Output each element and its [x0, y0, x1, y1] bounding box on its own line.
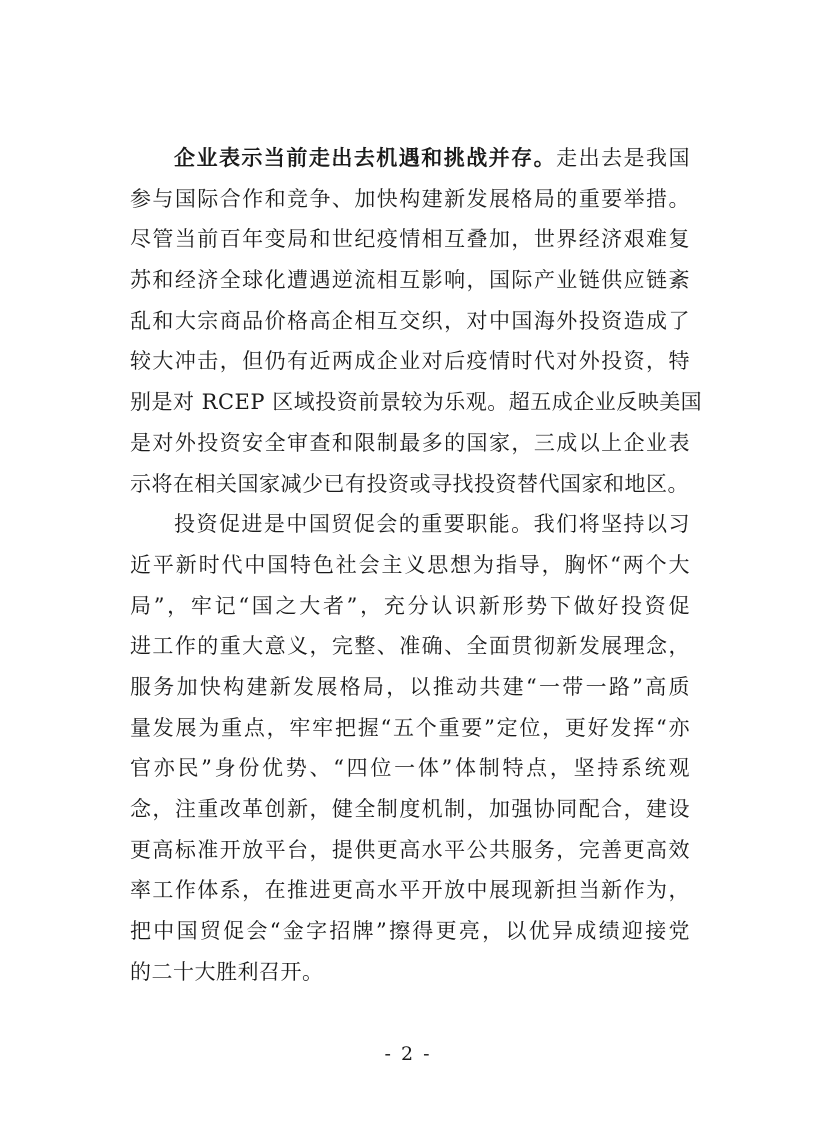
- paragraph-1-line-4: 苏和经济全球化遭遇逆流相互影响，国际产业链供应链紊: [130, 268, 690, 293]
- paragraph-1-heading: 企业表示当前走出去机遇和挑战并存。: [174, 146, 557, 170]
- paragraph-2-line-5: 服务加快构建新发展格局，以推动共建“一带一路”高质: [130, 674, 690, 699]
- paragraph-2-line-1: 投资促进是中国贸促会的重要职能。我们将坚持以习: [174, 512, 690, 537]
- paragraph-1-line-3: 尽管当前百年变局和世纪疫情相互叠加，世界经济艰难复: [130, 227, 690, 252]
- paragraph-1-line-8: 是对外投资安全审查和限制最多的国家，三成以上企业表: [130, 430, 690, 455]
- paragraph-2-line-12: 的二十大胜利召开。: [130, 959, 324, 984]
- paragraph-1-line-7: 别是对 RCEP 区域投资前景较为乐观。超五成企业反映美国: [130, 390, 703, 415]
- paragraph-2-line-2: 近平新时代中国特色社会主义思想为指导，胸怀“两个大: [130, 552, 690, 577]
- paragraph-1-text: 走出去是我国: [556, 146, 691, 170]
- paragraph-1-line-5: 乱和大宗商品价格高企相互交织，对中国海外投资造成了: [130, 308, 690, 333]
- paragraph-2-line-6: 量发展为重点，牢牢把握“五个重要”定位，更好发挥“亦: [130, 715, 690, 740]
- paragraph-2-line-9: 更高标准开放平台，提供更高水平公共服务，完善更高效: [130, 837, 690, 862]
- paragraph-2-line-10: 率工作体系，在推进更高水平开放中展现新担当新作为，: [130, 878, 690, 903]
- paragraph-1-line-6: 较大冲击，但仍有近两成企业对后疫情时代对外投资，特: [130, 349, 690, 374]
- paragraph-2-line-7: 官亦民”身份优势、“四位一体”体制特点，坚持系统观: [130, 756, 690, 781]
- page-number: - 2 -: [384, 1043, 432, 1065]
- paragraph-2-line-4: 进工作的重大意义，完整、准确、全面贯彻新发展理念，: [130, 634, 690, 659]
- paragraph-1-line-1: [130, 138, 690, 179]
- paragraph-1-line-9: 示将在相关国家减少已有投资或寻找投资替代国家和地区。: [130, 471, 689, 496]
- paragraph-2-line-11: 把中国贸促会“金字招牌”擦得更亮，以优异成绩迎接党: [130, 919, 690, 944]
- paragraph-1-line-2: 参与国际合作和竞争、加快构建新发展格局的重要举措。: [130, 186, 690, 211]
- paragraph-2-line-8: 念，注重改革创新，健全制度机制，加强协同配合，建设: [130, 797, 690, 821]
- document-body: [130, 138, 703, 992]
- paragraph-2-line-3: 局”，牢记“国之大者”，充分认识新形势下做好投资促: [130, 593, 690, 618]
